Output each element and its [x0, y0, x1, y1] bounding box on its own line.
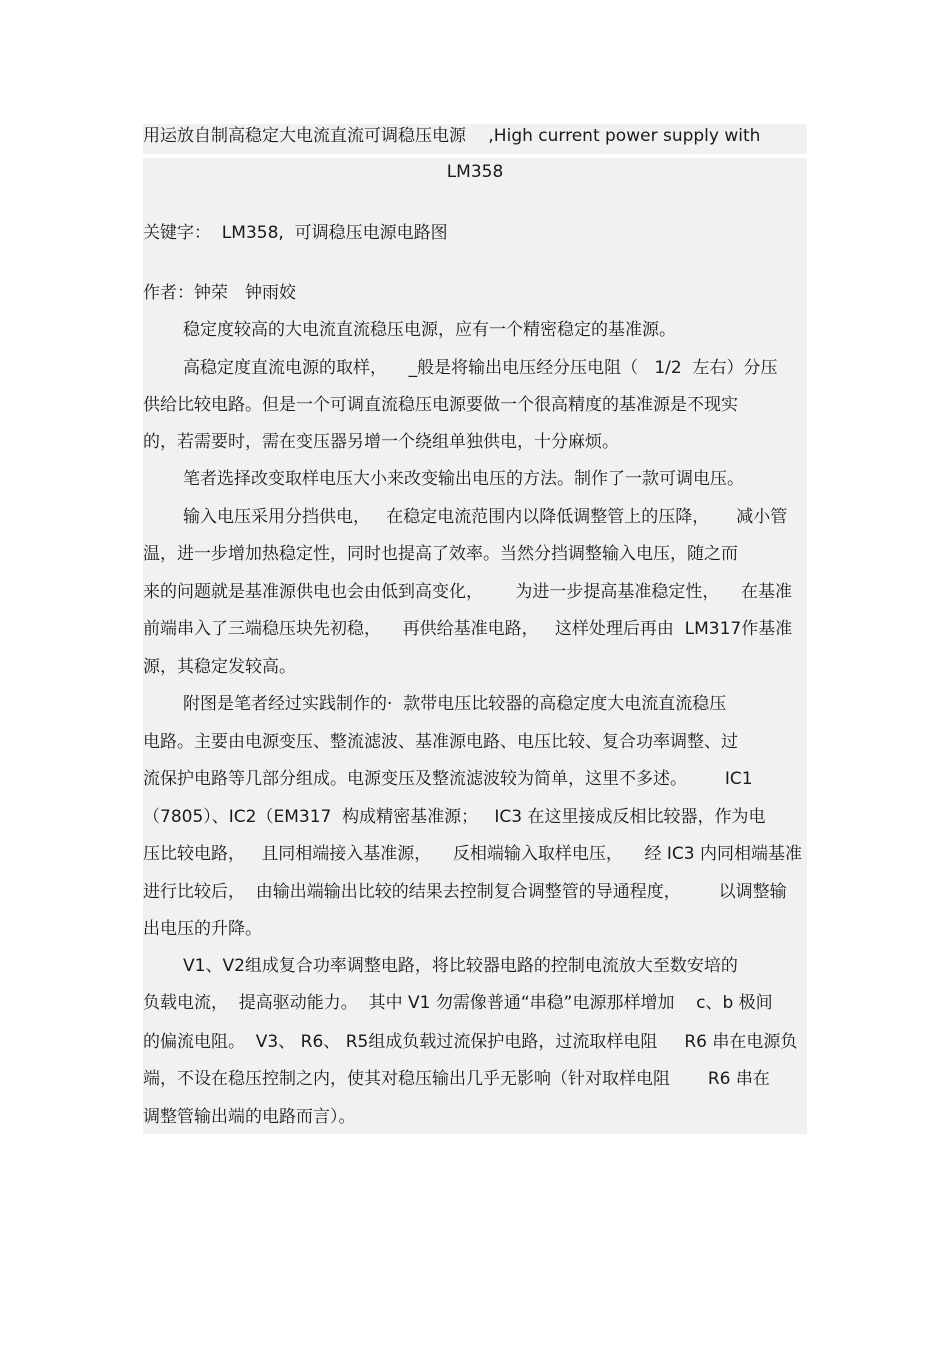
- paragraph-2-line-2: 供给比较电路。但是一个可调直流稳压电源要做一个很高精度的基准源是不现实: [143, 395, 738, 415]
- paragraph-5-line-1: 附图是笔者经过实践制作的· 款带电压比较器的高稳定度大电流直流稳压: [183, 694, 727, 714]
- paragraph-4-line-4: 前端串入了三端稳压块先初稳， 再供给基准电路， 这样处理后再由 LM317作基准: [143, 619, 793, 639]
- paragraph-6-line-2: 负载电流， 提高驱动能力。 其中 V1 勿需像普通“串稳”电源那样增加 c、b 极间: [143, 993, 773, 1013]
- authors: 作者：钟荣 钟雨姣: [143, 283, 296, 303]
- paragraph-5-line-4: （7805）、IC2（EM317 构成精密基准源； IC3 在这里接成反相比较器，作为电: [143, 807, 766, 827]
- paragraph-4-line-1: 输入电压采用分挡供电， 在稳定电流范围内以降低调整管上的压降， 减小管: [183, 507, 788, 527]
- title-line-2: LM358: [446, 162, 504, 182]
- paragraph-6-line-4: 端，不设在稳压控制之内，使其对稳压输出几乎无影响（针对取样电阻 R6 串在: [143, 1069, 770, 1089]
- paragraph-2-line-3: 的，若需要时，需在变压器另增一个绕组单独供电，十分麻烦。: [143, 432, 619, 452]
- paragraph-6-line-5: 调整管输出端的电路而言）。: [143, 1107, 356, 1127]
- paragraph-5-line-6: 进行比较后， 由输出端输出比较的结果去控制复合调整管的导通程度， 以调整输: [143, 882, 787, 902]
- paragraph-5-line-5: 压比较电路， 且同相端接入基准源， 反相端输入取样电压， 经 IC3 内同相端基准: [143, 844, 802, 864]
- body-highlight: [143, 158, 807, 1134]
- paragraph-2-line-1: 高稳定度直流电源的取样， _般是将输出电压经分压电阻（ 1/2 左右）分压: [183, 358, 778, 378]
- paragraph-4-line-5: 源，其稳定发较高。: [143, 657, 296, 677]
- paragraph-6-line-3: 的偏流电阻。 V3、 R6、 R5组成负载过流保护电路，过流取样电阻 R6 串在电源负: [143, 1032, 798, 1052]
- keywords: 关键字： LM358, 可调稳压电源电路图: [143, 223, 448, 243]
- paragraph-5-line-3: 流保护电路等几部分组成。电源变压及整流滤波较为简单，这里不多述。 IC1: [143, 769, 753, 789]
- paragraph-6-line-1: V1、V2组成复合功率调整电路，将比较器电路的控制电流放大至数安培的: [183, 956, 738, 976]
- paragraph-5-line-7: 出电压的升降。: [143, 919, 262, 939]
- paragraph-4-line-3: 来的问题就是基准源供电也会由低到高变化， 为进一步提高基准稳定性， 在基准: [143, 582, 793, 602]
- paragraph-1-line-1: 稳定度较高的大电流直流稳压电源，应有一个精密稳定的基准源。: [183, 320, 676, 340]
- paragraph-5-line-2: 电路。主要由电源变压、整流滤波、基准源电路、电压比较、复合功率调整、过: [143, 732, 738, 752]
- paragraph-4-line-2: 温，进一步增加热稳定性，同时也提高了效率。当然分挡调整输入电压，随之而: [143, 544, 738, 564]
- title-line-1: 用运放自制高稳定大电流直流可调稳压电源 ,High current power supply with: [143, 126, 761, 146]
- paragraph-3-line-1: 笔者选择改变取样电压大小来改变输出电压的方法。制作了一款可调电压。: [183, 469, 744, 489]
